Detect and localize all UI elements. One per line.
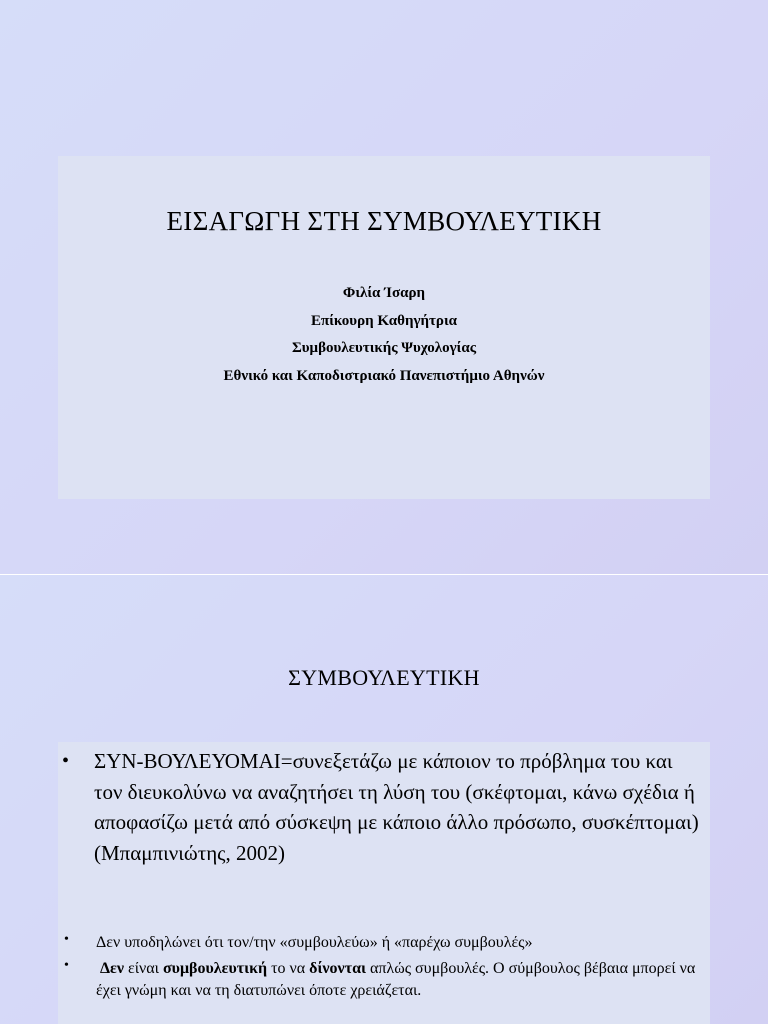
bullet-list-box — [58, 742, 710, 1024]
presentation-title: ΕΙΣΑΓΩΓΗ ΣΤΗ ΣΥΜΒΟΥΛΕΥΤΙΚΗ — [166, 206, 602, 236]
author-info — [58, 280, 710, 390]
author-name: Φιλία Ίσαρη — [342, 285, 426, 301]
bullet-marker: • — [64, 958, 69, 973]
bullet-marker: • — [64, 932, 69, 947]
author-role: Επίκουρη Καθηγήτρια — [311, 312, 457, 329]
bullet-text — [96, 958, 708, 1002]
author-university: Εθνικό και Καποδιστριακό Πανεπιστήμιο Αθηνών — [223, 367, 545, 384]
bullet-text: Δεν υποδηλώνει ότι τον/την «συμβουλεύω» ή «παρέχω συμβουλές» — [96, 934, 533, 951]
slide-title: ΣΥΜΒΟΥΛΕΥΤΙΚΗ — [288, 665, 480, 690]
plain-text: απλώς συμβουλές. Ο σύμβουλος βέβαια μπορεί να έχει γνώμη και να τη διατυπώνει όποτε χρειάζεται. — [96, 960, 696, 999]
bold-text: συμβουλευτική — [162, 960, 268, 977]
plain-text: είναι — [124, 960, 163, 977]
bold-text: Δεν — [100, 960, 125, 977]
content-slide — [0, 575, 768, 1024]
bullet-text: ΣΥΝ-ΒΟΥΛΕΥΟΜΑΙ=συνεξετάζω με κάποιον το πρόβλημα του και τον διευκολύνω να αναζητήσει τη λύση του (σκέφτομαι, κάνω σχέδια ή αποφασίζω μετά από σύσκεψη με κάποιο άλλο πρόσωπο, συσκέπτομαι) (Μπαμπινιώτης, 2002) — [94, 749, 699, 865]
plain-text: το να — [267, 960, 310, 977]
title-text-box — [58, 156, 710, 499]
author-field: Συμβουλευτικής Ψυχολογίας — [291, 340, 477, 356]
bullet-marker: • — [62, 750, 70, 772]
bold-text: δίνονται — [309, 960, 366, 977]
